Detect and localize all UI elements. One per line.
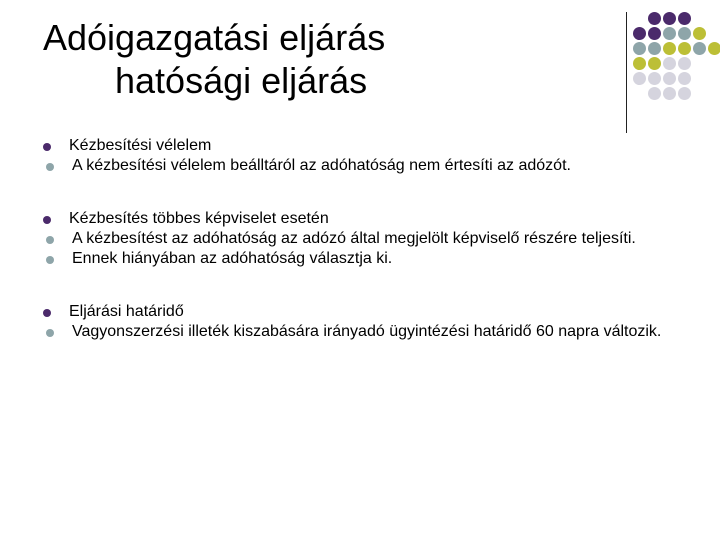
- bullet-dot-icon: [43, 309, 51, 317]
- slide-title: [43, 16, 603, 102]
- decorative-dot: [648, 72, 661, 85]
- decorative-dot: [678, 72, 691, 85]
- sub-bullet-text: Vagyonszerzési illeték kiszabására irányadó ügyintézési határidő 60 napra változik.: [72, 323, 662, 340]
- sub-bullet-item: [43, 249, 683, 269]
- decorative-dot: [708, 42, 720, 55]
- decorative-dot: [633, 27, 646, 40]
- sub-bullet-item: [43, 156, 683, 176]
- sub-bullet-dot-icon: [46, 163, 54, 171]
- sub-bullet-text: Ennek hiányában az adóhatóság választja ki.: [72, 250, 393, 267]
- sub-bullet-item: [43, 322, 683, 342]
- sub-bullet-dot-icon: [46, 236, 54, 244]
- bullet-list: [43, 136, 683, 375]
- bullet-dot-icon: [43, 143, 51, 151]
- decorative-dot: [678, 87, 691, 100]
- bullet-group: [43, 136, 683, 176]
- decorative-dot: [633, 72, 646, 85]
- decorative-dot: [693, 42, 706, 55]
- bullet-item: [43, 302, 683, 322]
- decorative-dot: [663, 12, 676, 25]
- title-line-2: hatósági eljárás: [115, 60, 368, 101]
- decorative-dot: [648, 57, 661, 70]
- bullet-dot-icon: [43, 216, 51, 224]
- bullet-text: Eljárási határidő: [69, 303, 184, 320]
- decorative-dot: [678, 57, 691, 70]
- decorative-dot: [678, 42, 691, 55]
- bullet-item: [43, 136, 683, 156]
- decorative-dot: [663, 42, 676, 55]
- bullet-text: Kézbesítés többes képviselet esetén: [69, 210, 329, 227]
- sub-bullet-text: A kézbesítési vélelem beálltáról az adóhatóság nem értesíti az adózót.: [72, 157, 571, 174]
- decorative-dot: [648, 27, 661, 40]
- decorative-dot: [678, 12, 691, 25]
- decorative-dot: [648, 87, 661, 100]
- sub-bullet-item: [43, 229, 683, 249]
- bullet-group: [43, 302, 683, 342]
- bullet-group: [43, 209, 683, 269]
- decorative-dot: [663, 72, 676, 85]
- decorative-dot: [633, 42, 646, 55]
- decorative-dot: [693, 27, 706, 40]
- decorative-dot: [648, 12, 661, 25]
- sub-bullet-text: A kézbesítést az adóhatóság az adózó által megjelölt képviselő részére teljesíti.: [72, 230, 636, 247]
- title-line-1: Adóigazgatási eljárás: [43, 17, 386, 58]
- bullet-text: Kézbesítési vélelem: [69, 137, 212, 154]
- decorative-dot: [648, 42, 661, 55]
- decorative-dot: [663, 27, 676, 40]
- decorative-dot: [663, 57, 676, 70]
- bullet-item: [43, 209, 683, 229]
- decorative-dot: [663, 87, 676, 100]
- decorative-dot: [633, 57, 646, 70]
- sub-bullet-dot-icon: [46, 329, 54, 337]
- sub-bullet-dot-icon: [46, 256, 54, 264]
- decorative-dot: [678, 27, 691, 40]
- decorative-divider: [626, 12, 627, 133]
